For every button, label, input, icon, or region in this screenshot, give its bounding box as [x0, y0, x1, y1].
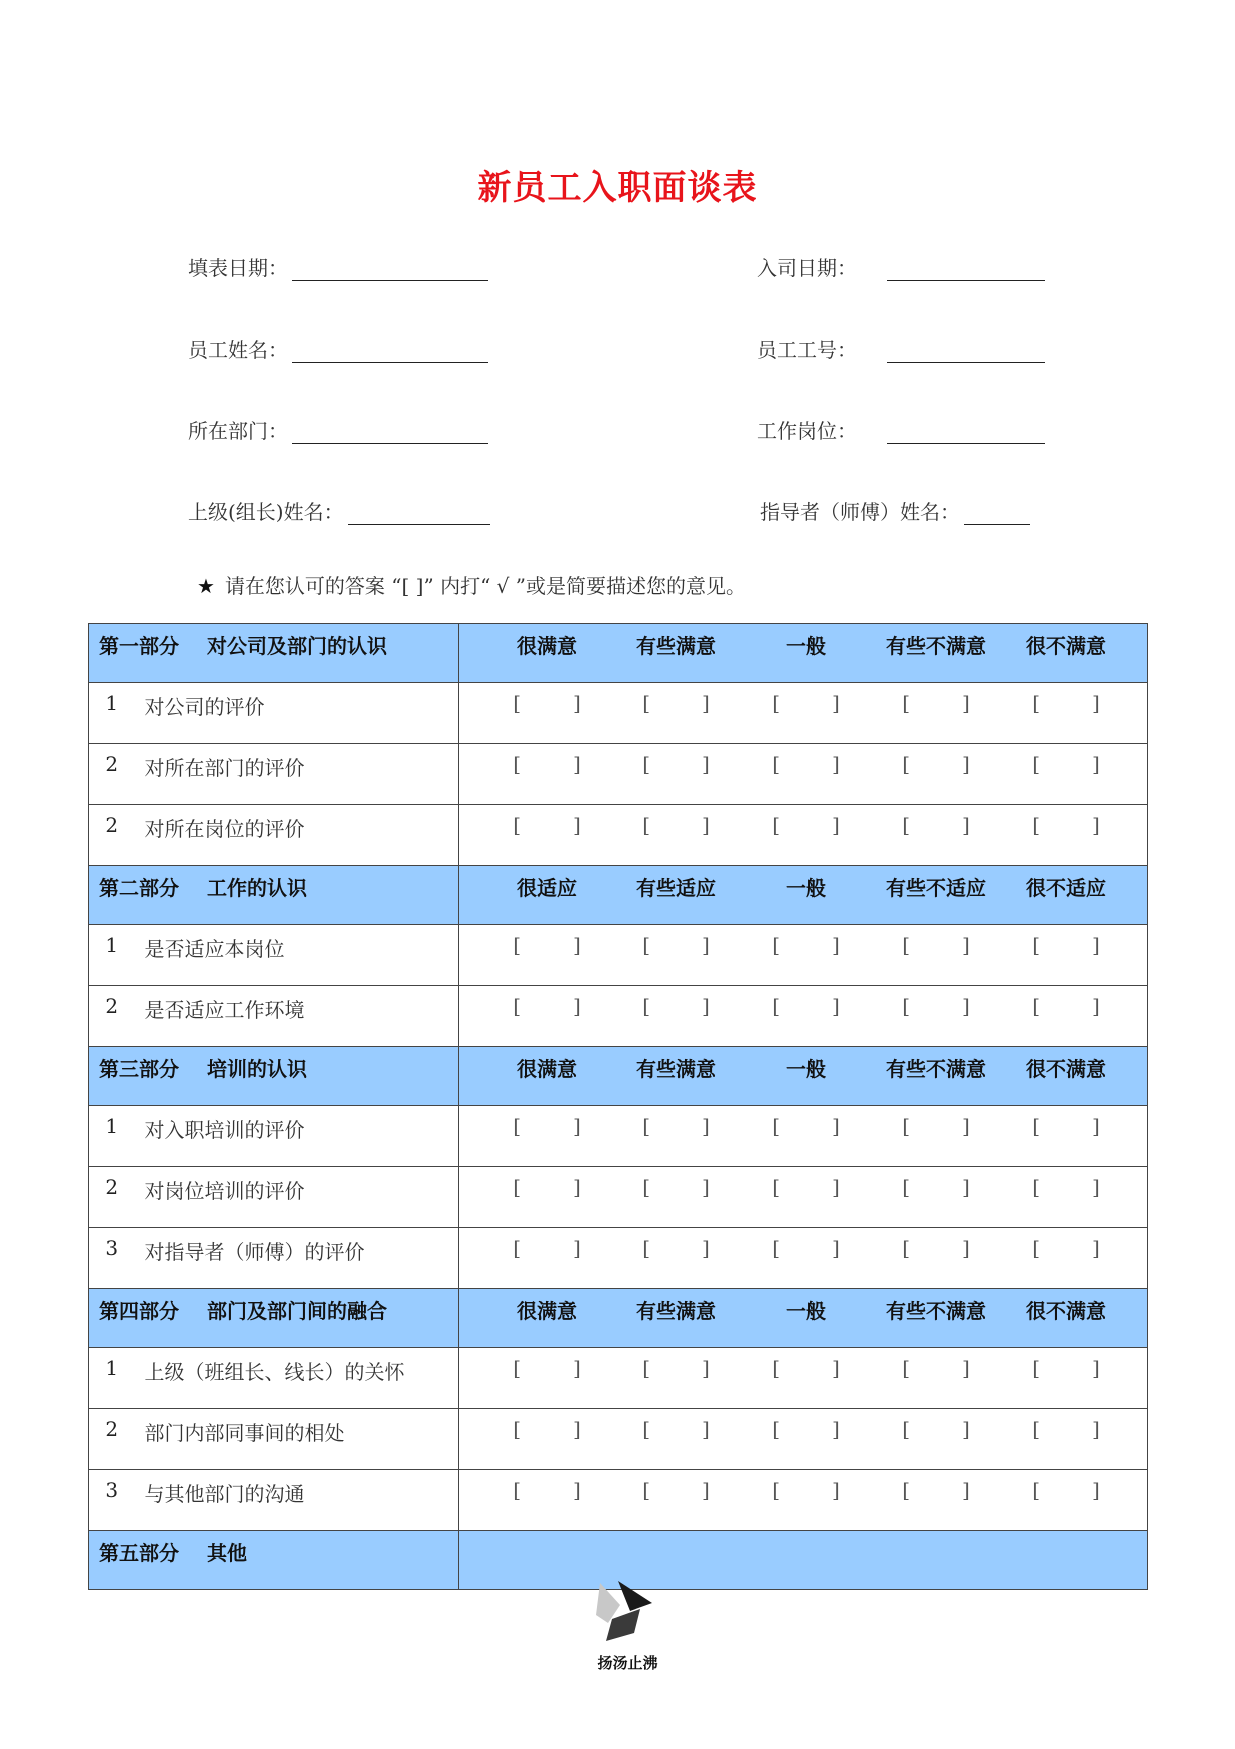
- position-input[interactable]: [887, 421, 1045, 444]
- answer-cells: [459, 1470, 1148, 1531]
- answer-checkbox[interactable]: [483, 986, 611, 1046]
- bracket-open: [: [772, 691, 780, 715]
- mentor-label: 指导者（师傅）姓名：: [760, 500, 960, 524]
- bracket-open: [: [642, 1175, 650, 1199]
- answer-checkbox[interactable]: [611, 1106, 741, 1166]
- section-part: 第三部分: [99, 1057, 179, 1081]
- answer-checkbox[interactable]: [741, 683, 871, 743]
- answer-checkbox[interactable]: [741, 805, 871, 865]
- question-row: [89, 1409, 1148, 1470]
- bracket-open: [: [772, 994, 780, 1018]
- bracket-open: [: [772, 1478, 780, 1502]
- bracket-close: ]: [573, 1478, 581, 1502]
- option-header: 有些适应: [636, 876, 716, 900]
- bracket-close: ]: [832, 1417, 840, 1441]
- section-header-row: [89, 866, 1148, 925]
- question-row: [89, 1348, 1148, 1409]
- bracket-open: [: [1032, 933, 1040, 957]
- question-row: [89, 683, 1148, 744]
- option-header: 有些满意: [636, 1299, 716, 1323]
- bracket-close: ]: [573, 752, 581, 776]
- answer-checkbox[interactable]: [483, 744, 611, 804]
- emp-no-input[interactable]: [887, 340, 1045, 363]
- section-title: [89, 1047, 459, 1106]
- bracket-open: [: [902, 1478, 910, 1502]
- star-icon: ★: [197, 574, 215, 598]
- question-number: 2: [89, 1409, 135, 1470]
- bracket-open: [: [642, 691, 650, 715]
- answer-checkbox[interactable]: [1001, 1106, 1131, 1166]
- bracket-open: [: [642, 994, 650, 1018]
- bracket-open: [: [1032, 1175, 1040, 1199]
- answer-checkbox[interactable]: [741, 1228, 871, 1288]
- join-date-field: [757, 252, 1045, 281]
- option-header: 有些不满意: [886, 1299, 986, 1323]
- answer-cells: [459, 744, 1148, 805]
- bracket-open: [: [772, 1236, 780, 1260]
- bracket-close: ]: [573, 994, 581, 1018]
- section-name: 工作的认识: [207, 876, 307, 900]
- answer-checkbox[interactable]: [611, 805, 741, 865]
- bracket-close: ]: [832, 1175, 840, 1199]
- bracket-close: ]: [962, 1236, 970, 1260]
- option-header: 一般: [786, 634, 826, 658]
- section-part: 第一部分: [99, 634, 179, 658]
- instruction: [197, 570, 746, 599]
- position-label: 工作岗位：: [757, 419, 857, 443]
- section-options: [459, 866, 1148, 925]
- bracket-open: [: [642, 752, 650, 776]
- bracket-close: ]: [573, 1175, 581, 1199]
- question-number: 1: [89, 1106, 135, 1167]
- answer-checkbox[interactable]: [1001, 1228, 1131, 1288]
- bracket-open: [: [513, 994, 521, 1018]
- bracket-close: ]: [1092, 1356, 1100, 1380]
- bracket-close: ]: [573, 1356, 581, 1380]
- dept-label: 所在部门：: [188, 419, 288, 443]
- answer-checkbox[interactable]: [611, 925, 741, 985]
- bracket-close: ]: [962, 1356, 970, 1380]
- answer-checkbox[interactable]: [741, 1167, 871, 1227]
- answer-checkbox[interactable]: [871, 805, 1001, 865]
- answer-checkbox[interactable]: [483, 925, 611, 985]
- question-number: 1: [89, 925, 135, 986]
- bracket-close: ]: [962, 691, 970, 715]
- section-part: 第四部分: [99, 1299, 179, 1323]
- bracket-close: ]: [1092, 1478, 1100, 1502]
- bracket-close: ]: [702, 1356, 710, 1380]
- section-name: 对公司及部门的认识: [207, 634, 387, 658]
- answer-checkbox[interactable]: [1001, 986, 1131, 1046]
- bracket-close: ]: [962, 1114, 970, 1138]
- bracket-close: ]: [702, 1478, 710, 1502]
- leader-input[interactable]: [348, 502, 490, 525]
- leader-field: [188, 496, 490, 525]
- bracket-close: ]: [1092, 1417, 1100, 1441]
- answer-checkbox[interactable]: [611, 1228, 741, 1288]
- bracket-close: ]: [702, 994, 710, 1018]
- bracket-open: [: [513, 691, 521, 715]
- emp-no-label: 员工工号：: [757, 338, 857, 362]
- question-text: 部门内部同事间的相处: [135, 1409, 459, 1470]
- bracket-open: [: [1032, 813, 1040, 837]
- answer-checkbox[interactable]: [1001, 805, 1131, 865]
- answer-checkbox[interactable]: [611, 986, 741, 1046]
- question-text: 对公司的评价: [135, 683, 459, 744]
- bracket-open: [: [902, 1417, 910, 1441]
- section-header-row: [89, 1047, 1148, 1106]
- answer-checkbox[interactable]: [1001, 1348, 1131, 1408]
- bracket-open: [: [902, 752, 910, 776]
- bracket-close: ]: [962, 813, 970, 837]
- bracket-open: [: [513, 1236, 521, 1260]
- option-header: 有些满意: [636, 634, 716, 658]
- leader-label: 上级(组长)姓名：: [188, 500, 344, 524]
- bracket-close: ]: [702, 933, 710, 957]
- section-title: [89, 1531, 459, 1590]
- survey-table: [88, 623, 1148, 1590]
- bracket-close: ]: [573, 813, 581, 837]
- answer-checkbox[interactable]: [1001, 1167, 1131, 1227]
- question-text: 与其他部门的沟通: [135, 1470, 459, 1531]
- bracket-open: [: [513, 933, 521, 957]
- bracket-close: ]: [573, 1114, 581, 1138]
- bracket-open: [: [772, 813, 780, 837]
- question-row: [89, 1470, 1148, 1531]
- bracket-close: ]: [573, 691, 581, 715]
- bracket-close: ]: [1092, 691, 1100, 715]
- logo-icon: [590, 1575, 660, 1645]
- option-header: 有些不满意: [886, 634, 986, 658]
- bracket-open: [: [642, 813, 650, 837]
- section-title: [89, 624, 459, 683]
- bracket-close: ]: [962, 1417, 970, 1441]
- answer-checkbox[interactable]: [1001, 925, 1131, 985]
- bracket-open: [: [902, 813, 910, 837]
- dept-field: [188, 415, 488, 444]
- bracket-close: ]: [1092, 933, 1100, 957]
- question-number: 2: [89, 1167, 135, 1228]
- bracket-open: [: [642, 1356, 650, 1380]
- answer-checkbox[interactable]: [483, 1106, 611, 1166]
- bracket-close: ]: [1092, 1236, 1100, 1260]
- answer-checkbox[interactable]: [1001, 1470, 1131, 1530]
- bracket-close: ]: [962, 752, 970, 776]
- answer-checkbox[interactable]: [871, 744, 1001, 804]
- option-header: 很不满意: [1026, 1057, 1106, 1081]
- option-header: 有些不适应: [886, 876, 986, 900]
- answer-checkbox[interactable]: [871, 683, 1001, 743]
- section-part: 第二部分: [99, 876, 179, 900]
- bracket-close: ]: [573, 1236, 581, 1260]
- name-label: 员工姓名：: [188, 338, 288, 362]
- bracket-open: [: [513, 1356, 521, 1380]
- answer-checkbox[interactable]: [483, 1228, 611, 1288]
- question-number: 1: [89, 683, 135, 744]
- join-date-label: 入司日期：: [757, 256, 857, 280]
- bracket-open: [: [902, 1114, 910, 1138]
- fill-date-field: [188, 252, 488, 281]
- answer-checkbox[interactable]: [871, 1106, 1001, 1166]
- bracket-open: [: [902, 1236, 910, 1260]
- join-date-input[interactable]: [887, 258, 1045, 281]
- answer-checkbox[interactable]: [483, 683, 611, 743]
- bracket-close: ]: [832, 1478, 840, 1502]
- question-row: [89, 986, 1148, 1047]
- answer-checkbox[interactable]: [741, 925, 871, 985]
- bracket-open: [: [1032, 691, 1040, 715]
- bracket-close: ]: [702, 691, 710, 715]
- answer-checkbox[interactable]: [611, 1409, 741, 1469]
- bracket-close: ]: [832, 1114, 840, 1138]
- answer-cells: [459, 1106, 1148, 1167]
- question-row: [89, 1106, 1148, 1167]
- bracket-open: [: [1032, 1236, 1040, 1260]
- answer-checkbox[interactable]: [483, 1470, 611, 1530]
- answer-cells: [459, 1348, 1148, 1409]
- bracket-open: [: [513, 1417, 521, 1441]
- answer-checkbox[interactable]: [741, 986, 871, 1046]
- answer-checkbox[interactable]: [741, 1409, 871, 1469]
- bracket-open: [: [513, 1114, 521, 1138]
- option-header: 很不适应: [1026, 876, 1106, 900]
- bracket-close: ]: [832, 933, 840, 957]
- answer-checkbox[interactable]: [871, 986, 1001, 1046]
- option-header: 一般: [786, 1057, 826, 1081]
- bracket-open: [: [902, 1356, 910, 1380]
- answer-cells: [459, 805, 1148, 866]
- bracket-close: ]: [832, 1356, 840, 1380]
- option-header: 很满意: [517, 634, 577, 658]
- question-number: 3: [89, 1228, 135, 1289]
- bracket-open: [: [1032, 1417, 1040, 1441]
- question-row: [89, 744, 1148, 805]
- answer-checkbox[interactable]: [611, 1167, 741, 1227]
- bracket-close: ]: [832, 994, 840, 1018]
- bracket-open: [: [772, 752, 780, 776]
- position-field: [757, 415, 1045, 444]
- option-header: 很适应: [517, 876, 577, 900]
- answer-checkbox[interactable]: [741, 1106, 871, 1166]
- bracket-open: [: [1032, 1114, 1040, 1138]
- answer-checkbox[interactable]: [871, 925, 1001, 985]
- bracket-open: [: [902, 933, 910, 957]
- bracket-open: [: [642, 933, 650, 957]
- bracket-close: ]: [962, 1175, 970, 1199]
- bracket-close: ]: [832, 1236, 840, 1260]
- answer-checkbox[interactable]: [1001, 1409, 1131, 1469]
- bracket-open: [: [902, 1175, 910, 1199]
- question-row: [89, 1228, 1148, 1289]
- bracket-open: [: [1032, 752, 1040, 776]
- bracket-close: ]: [573, 933, 581, 957]
- section-name: 部门及部门间的融合: [207, 1299, 387, 1323]
- bracket-open: [: [513, 1478, 521, 1502]
- answer-checkbox[interactable]: [1001, 744, 1131, 804]
- bracket-open: [: [902, 994, 910, 1018]
- emp-no-field: [757, 334, 1045, 363]
- question-text: 上级（班组长、线长）的关怀: [135, 1348, 459, 1409]
- section-options: [459, 1047, 1148, 1106]
- bracket-open: [: [513, 752, 521, 776]
- mentor-input[interactable]: [964, 502, 1030, 525]
- option-header: 很满意: [517, 1057, 577, 1081]
- bracket-close: ]: [1092, 752, 1100, 776]
- section-name: 其他: [207, 1541, 247, 1565]
- bracket-close: ]: [702, 752, 710, 776]
- question-number: 2: [89, 744, 135, 805]
- answer-checkbox[interactable]: [483, 1409, 611, 1469]
- answer-checkbox[interactable]: [483, 1348, 611, 1408]
- bracket-close: ]: [702, 1114, 710, 1138]
- bracket-open: [: [642, 1417, 650, 1441]
- answer-checkbox[interactable]: [741, 744, 871, 804]
- bracket-open: [: [642, 1236, 650, 1260]
- bracket-close: ]: [962, 1478, 970, 1502]
- question-row: [89, 1167, 1148, 1228]
- answer-checkbox[interactable]: [741, 1470, 871, 1530]
- option-header: 很不满意: [1026, 634, 1106, 658]
- answer-cells: [459, 1228, 1148, 1289]
- question-number: 1: [89, 1348, 135, 1409]
- name-field: [188, 334, 488, 363]
- question-number: 3: [89, 1470, 135, 1531]
- answer-checkbox[interactable]: [611, 744, 741, 804]
- answer-checkbox[interactable]: [611, 1470, 741, 1530]
- bracket-close: ]: [832, 752, 840, 776]
- bracket-open: [: [1032, 1478, 1040, 1502]
- bracket-close: ]: [702, 1417, 710, 1441]
- question-number: 2: [89, 805, 135, 866]
- section-header-row: [89, 1289, 1148, 1348]
- answer-checkbox[interactable]: [611, 683, 741, 743]
- bracket-close: ]: [702, 1236, 710, 1260]
- section-name: 培训的认识: [207, 1057, 307, 1081]
- option-header: 有些不满意: [886, 1057, 986, 1081]
- bracket-close: ]: [1092, 813, 1100, 837]
- option-header: 一般: [786, 1299, 826, 1323]
- bracket-open: [: [772, 1114, 780, 1138]
- fill-date-input[interactable]: [292, 258, 488, 281]
- question-number: 2: [89, 986, 135, 1047]
- bracket-open: [: [772, 1356, 780, 1380]
- dept-input[interactable]: [292, 421, 488, 444]
- option-header: 很不满意: [1026, 1299, 1106, 1323]
- bracket-close: ]: [702, 813, 710, 837]
- section-title: [89, 866, 459, 925]
- answer-checkbox[interactable]: [871, 1167, 1001, 1227]
- section-options: [459, 1289, 1148, 1348]
- answer-checkbox[interactable]: [871, 1409, 1001, 1469]
- bracket-close: ]: [962, 994, 970, 1018]
- section-options: [459, 1531, 1148, 1590]
- answer-checkbox[interactable]: [611, 1348, 741, 1408]
- question-text: 对岗位培训的评价: [135, 1167, 459, 1228]
- answer-cells: [459, 1167, 1148, 1228]
- section-options: [459, 624, 1148, 683]
- answer-checkbox[interactable]: [871, 1228, 1001, 1288]
- bracket-close: ]: [1092, 994, 1100, 1018]
- answer-checkbox[interactable]: [483, 1167, 611, 1227]
- bracket-open: [: [1032, 1356, 1040, 1380]
- bracket-open: [: [1032, 994, 1040, 1018]
- bracket-open: [: [642, 1478, 650, 1502]
- answer-cells: [459, 986, 1148, 1047]
- section-title: [89, 1289, 459, 1348]
- bracket-close: ]: [702, 1175, 710, 1199]
- question-text: 对所在岗位的评价: [135, 805, 459, 866]
- mentor-field: [760, 496, 1030, 525]
- answer-checkbox[interactable]: [483, 805, 611, 865]
- answer-cells: [459, 1409, 1148, 1470]
- answer-checkbox[interactable]: [741, 1348, 871, 1408]
- question-text: 是否适应本岗位: [135, 925, 459, 986]
- bracket-open: [: [513, 813, 521, 837]
- answer-checkbox[interactable]: [871, 1348, 1001, 1408]
- answer-cells: [459, 683, 1148, 744]
- question-row: [89, 925, 1148, 986]
- fill-date-label: 填表日期：: [188, 256, 288, 280]
- answer-cells: [459, 925, 1148, 986]
- bracket-close: ]: [832, 813, 840, 837]
- option-header: 一般: [786, 876, 826, 900]
- bracket-open: [: [772, 1175, 780, 1199]
- question-row: [89, 805, 1148, 866]
- name-input[interactable]: [292, 340, 488, 363]
- logo-text: 扬汤止沸: [597, 1654, 658, 1672]
- bracket-close: ]: [832, 691, 840, 715]
- answer-checkbox[interactable]: [871, 1470, 1001, 1530]
- section-part: 第五部分: [99, 1541, 179, 1565]
- question-text: 对入职培训的评价: [135, 1106, 459, 1167]
- option-header: 有些满意: [636, 1057, 716, 1081]
- answer-checkbox[interactable]: [1001, 683, 1131, 743]
- bracket-open: [: [902, 691, 910, 715]
- bracket-open: [: [772, 1417, 780, 1441]
- question-text: 是否适应工作环境: [135, 986, 459, 1047]
- section-header-row: [89, 624, 1148, 683]
- bracket-open: [: [772, 933, 780, 957]
- bracket-open: [: [513, 1175, 521, 1199]
- question-text: 对指导者（师傅）的评价: [135, 1228, 459, 1289]
- question-text: 对所在部门的评价: [135, 744, 459, 805]
- instruction-text: 请在您认可的答案 “[ ]” 内打“ √ ”或是简要描述您的意见。: [224, 574, 746, 598]
- option-header: 很满意: [517, 1299, 577, 1323]
- bracket-open: [: [642, 1114, 650, 1138]
- form-title: 新员工入职面谈表: [477, 168, 758, 208]
- bracket-close: ]: [1092, 1175, 1100, 1199]
- bracket-close: ]: [573, 1417, 581, 1441]
- bracket-close: ]: [962, 933, 970, 957]
- bracket-close: ]: [1092, 1114, 1100, 1138]
